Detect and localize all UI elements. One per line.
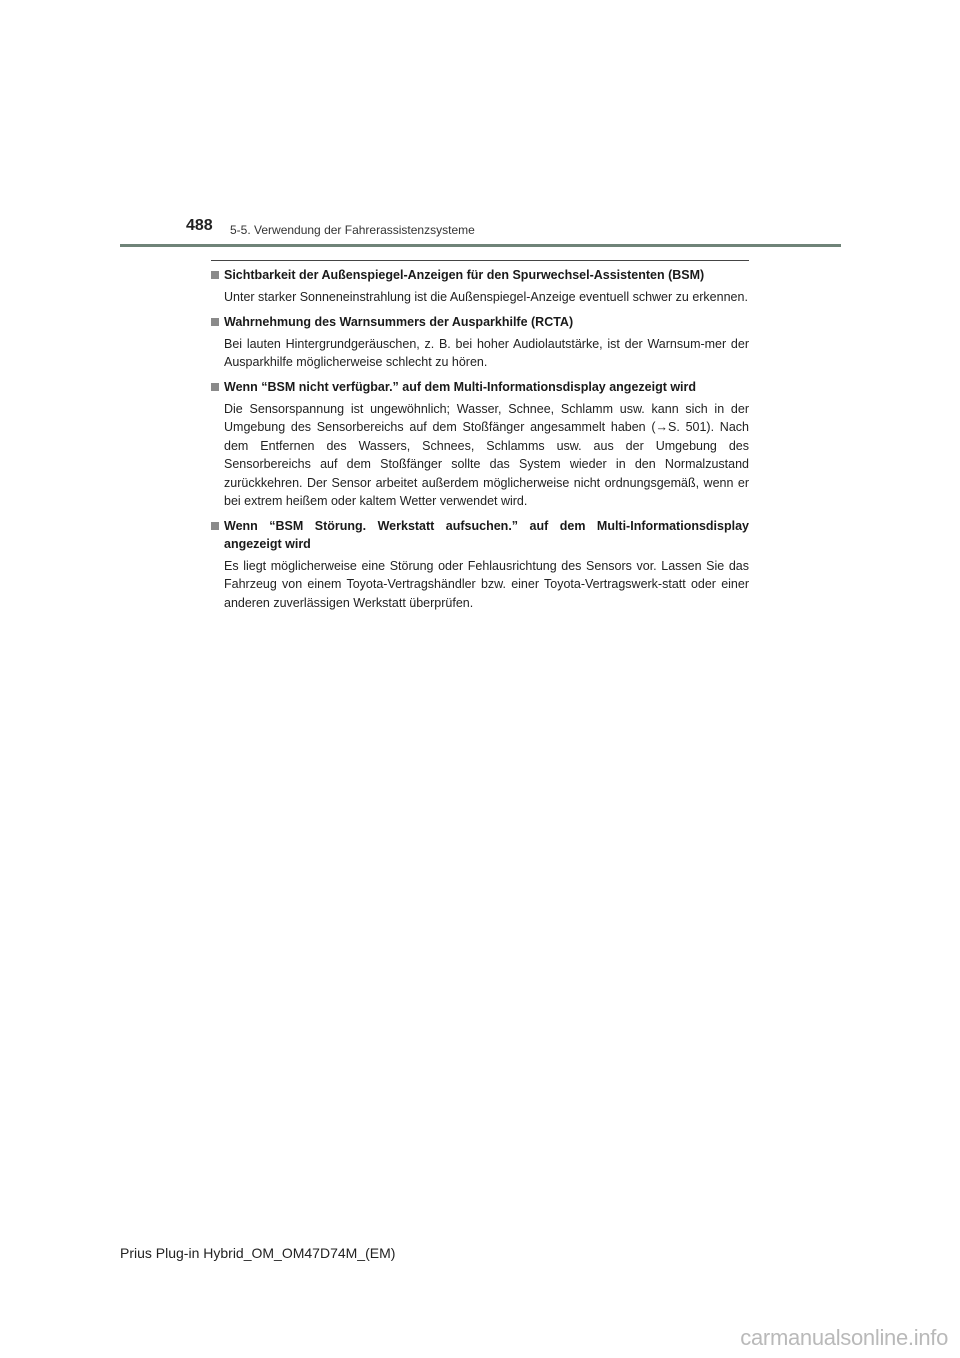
note-heading: Sichtbarkeit der Außenspiegel-Anzeigen für den Spurwechsel-Assistenten (BSM) xyxy=(224,268,705,282)
note-body: Die Sensorspannung ist ungewöhnlich; Wasser, Schnee, Schlamm usw. kann sich in der Umgebung des Sensorbereichs auf dem Stoßfänger angesammelt haben (→S. 501). Nach dem Entfernen des Wassers, Schnees, Schlamms usw. aus der Umgebung des Sensorbereichs auf dem Stoßfänger sollte das System wieder in den Normalzustand zurückkehren. Der Sensor arbeitet außerdem möglicherweise nicht ordnungsgemäß, wenn er bei extrem heißem oder kaltem Wetter verwendet wird. xyxy=(224,401,749,508)
watermark: carmanualsonline.info xyxy=(740,1325,948,1350)
note-body: Unter starker Sonneneinstrahlung ist die Außenspiegel-Anzeige eventuell schwer zu erkennen. xyxy=(224,290,748,304)
section-title: 5-5. Verwendung der Fahrerassistenzsysteme xyxy=(230,223,475,237)
note-item xyxy=(211,378,749,511)
square-bullet-icon xyxy=(211,271,219,279)
square-bullet-icon xyxy=(211,383,219,391)
page-number: 488 xyxy=(186,217,213,234)
header-rule xyxy=(120,244,841,247)
content-area xyxy=(211,266,749,618)
note-body: Es liegt möglicherweise eine Störung oder Fehlausrichtung des Sensors vor. Lassen Sie das Fahrzeug von einem Toyota-Vertragshändler bzw. einer Toyota-Vertragswerk-statt oder einer anderen zuverlässigen Werkstatt überprüfen. xyxy=(224,558,749,610)
note-heading: Wenn “BSM Störung. Werkstatt aufsuchen.” auf dem Multi-Informationsdisplay angezeigt wird xyxy=(224,518,749,551)
footer-doc-id: Prius Plug-in Hybrid_OM_OM47D74M_(EM) xyxy=(120,1245,396,1261)
note-heading: Wahrnehmung des Warnsummers der Ausparkhilfe (RCTA) xyxy=(224,314,574,329)
square-bullet-icon xyxy=(211,522,219,530)
note-item xyxy=(211,313,749,372)
note-item xyxy=(211,517,749,613)
content-rule xyxy=(211,260,749,261)
note-heading: Wenn “BSM nicht verfügbar.” auf dem Multi-Informationsdisplay angezeigt wird xyxy=(224,379,697,394)
square-bullet-icon xyxy=(211,318,219,326)
note-body: Bei lauten Hintergrundgeräuschen, z. B. bei hoher Audiolautstärke, ist der Warnsum-mer der Ausparkhilfe möglicherweise schlecht zu hören. xyxy=(224,336,749,369)
note-item xyxy=(211,266,749,307)
